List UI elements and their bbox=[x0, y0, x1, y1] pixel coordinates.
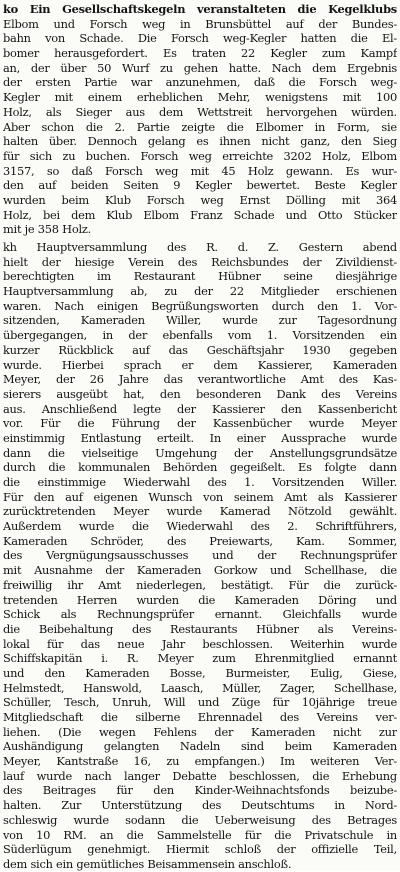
text-line: Kameraden Schröder, des Preiewarts, Kam. Sommer, bbox=[3, 533, 397, 548]
text-line: wurden beim Klub Forsch weg Ernst Dölling mit 364 bbox=[3, 192, 397, 207]
text-line: vor. Für die Führung der Kassenbücher wurde Meyer bbox=[3, 416, 397, 431]
text-line: Schüller, Tesch, Unruh, Will und Züge für 10jährige treue bbox=[3, 695, 397, 710]
text-line: Hauptversammlung ab, zu der 22 Mitglieder erschienen bbox=[3, 284, 397, 299]
text-line: die einstimmige Wiederwahl des 1. Vorsitzenden Willer. bbox=[3, 475, 397, 489]
text-line: durch die kommunalen Behörden gegeißelt. Es folgte dann bbox=[3, 460, 397, 475]
text-line: aus. Anschließend legte der Kassierer den Kassenbericht bbox=[3, 401, 397, 416]
text-line: kurzer Rückblick auf das Geschäftsjahr 1930 gegeben bbox=[3, 342, 397, 357]
text-line: mit je 358 Holz. bbox=[3, 222, 91, 237]
text-line: von 10 RM. an die Sammelstelle für die Privatschule in bbox=[3, 827, 397, 842]
text-line: übergegangen, in der ebenfalls vom 1. Vorsitzenden ein bbox=[3, 328, 397, 343]
text-line: waren. Nach einigen Begrüßungsworten durch den 1. Vor- bbox=[3, 298, 397, 313]
text-line: bahn von Schade. Die Forsch weg-Kegler hatten die El- bbox=[3, 31, 397, 46]
text-line: lauf wurde nach langer Debatte beschlossen, die Erhebung bbox=[3, 768, 397, 783]
text-line: Aushändigung gelangten Nadeln sind beim Kameraden bbox=[3, 739, 397, 754]
text-line: Süderlügum genehmigt. Hiermit schloß der offizielle Teil, bbox=[3, 842, 397, 857]
text-line: 3157, so daß Forsch weg mit 45 Holz gewann. Es wur- bbox=[3, 163, 397, 178]
text-line: schleswig wurde sodann die Ueberweisung des Betrages bbox=[3, 812, 397, 827]
text-line: und den Kameraden Bosse, Burmeister, Eulig, Giese, bbox=[3, 665, 397, 680]
text-line: Holz, bei dem Klub Elbom Franz Schade und Otto Stücker bbox=[3, 207, 397, 222]
text-line: einstimmig Entlastung erteilt. In einer Aussprache wurde bbox=[3, 430, 397, 445]
text-line: Schick als Rechnungsprüfer ernannt. Gleichfalls wurde bbox=[3, 607, 397, 622]
text-line: des Vergnügungsausschusses und der Rechnungsprüfer bbox=[3, 548, 397, 563]
text-line: sierers ausgeübt hat, den besonderen Dank des Vereins bbox=[3, 386, 397, 401]
text-line: Meyer, Kantstraße 16, zu empfangen.) Im weiteren Ver- bbox=[3, 754, 397, 769]
text-line: des Beitrages für den Kinder-Weihnachtsfonds beizube- bbox=[3, 783, 397, 798]
text-line: wurde. Hierbei sprach er dem Kassierer, Kameraden bbox=[3, 357, 397, 372]
text-line: für sich zu buchen. Forsch weg erreichte 3202 Holz, Elbom bbox=[3, 148, 397, 163]
text-line: Mitgliedschaft die silberne Ehrennadel des Vereins ver- bbox=[3, 710, 397, 724]
article-hauptversammlung bbox=[3, 240, 397, 872]
text-line: Elbom und Forsch weg in Brunsbüttel auf der Bundes- bbox=[3, 16, 397, 31]
text-line: Für den auf eigenen Wunsch von seinem Amt als Kassierer bbox=[3, 489, 397, 504]
text-line: dem sich ein gemütliches Beisammensein anschloß. bbox=[3, 856, 292, 871]
text-line: sitzenden, Kameraden Willer, wurde zur Tagesordnung bbox=[3, 313, 397, 328]
text-line: Schiffskapitän i. R. Meyer zum Ehrenmitglied ernannt bbox=[3, 651, 397, 666]
text-line: Helmstedt, Hanswold, Laasch, Müller, Zager, Schellhase, bbox=[3, 680, 397, 695]
text-line: zurücktretenden Meyer wurde Kamerad Nötzold gewählt. bbox=[3, 504, 397, 519]
text-line: der ersten Partie war anzunehmen, daß die Forsch weg- bbox=[3, 75, 397, 90]
text-line: freiwillig ihr Amt niederlegen, bestätigt. Für die zurück- bbox=[3, 577, 397, 592]
text-line: berechtigten im Restaurant Hübner seine diesjährige bbox=[3, 269, 397, 284]
text-line: halten über. Dennoch gelang es ihnen nicht ganz, den Sieg bbox=[3, 134, 397, 149]
text-line: ko Ein Gesellschaftskegeln veranstalteten die Kegelklubs bbox=[3, 2, 397, 16]
text-line: lokal für das neue Jahr beschlossen. Weiterhin wurde bbox=[3, 636, 397, 651]
text-line: Meyer, der 26 Jahre das verantwortliche Amt des Kas- bbox=[3, 372, 397, 387]
text-line: kh Hauptversammlung des R. d. Z. Gestern abend bbox=[3, 240, 397, 254]
text-line: mit Ausnahme der Kameraden Gorkow und Schellhase, die bbox=[3, 563, 397, 578]
text-line: hielt der hiesige Verein des Reichsbundes der Zivildienst- bbox=[3, 254, 397, 269]
text-line: Aber schon die 2. Partie zeigte die Elbomer in Form, sie bbox=[3, 119, 397, 134]
text-line: an, der über 50 Wurf zu gehen hatte. Nach dem Ergebnis bbox=[3, 60, 397, 75]
text-line: Holz, als Sieger aus dem Wettstreit hervorgehen würden. bbox=[3, 104, 397, 119]
text-line: die Beibehaltung des Restaurants Hübner als Vereins- bbox=[3, 621, 397, 636]
text-line: Außerdem wurde die Wiederwahl des 2. Schriftführers, bbox=[3, 519, 397, 534]
text-line: halten. Zur Unterstützung des Deutschtums in Nord- bbox=[3, 798, 397, 813]
text-line: liehen. (Die wegen Fehlens der Kameraden nicht zur bbox=[3, 724, 397, 739]
article-kegelklubs bbox=[3, 2, 397, 237]
text-line: dann die vielseitige Umgehung der Anstellungsgrundsätze bbox=[3, 445, 397, 460]
text-line: Kegler mit einem erheblichen Mehr, wenigstens mit 100 bbox=[3, 90, 397, 105]
text-line: bomer herausgefordert. Es traten 22 Kegler zum Kampf bbox=[3, 46, 397, 61]
text-line: den auf beiden Seiten 9 Kegler bewertet. Beste Kegler bbox=[3, 178, 397, 193]
text-line: tretenden Herren wurden die Kameraden Döring und bbox=[3, 592, 397, 607]
